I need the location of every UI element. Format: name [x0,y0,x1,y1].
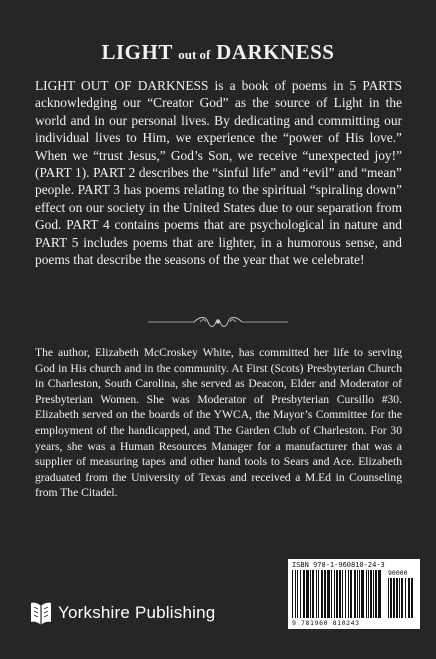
barcode-bar [324,570,326,618]
open-book-logo-icon [30,600,52,626]
barcode-bar [348,570,349,618]
barcode-bar [373,570,374,618]
addon-bar [408,578,410,618]
barcode-bar [331,570,332,618]
title-light: LIGHT [101,40,173,64]
barcode-bar [378,570,381,618]
barcode-bar [316,570,317,618]
barcode-bar [345,570,346,618]
barcode-bar [339,570,341,618]
barcode-bar [321,570,323,618]
barcode-bar [366,570,367,618]
barcode-bar [292,570,293,618]
barcode-bar [310,570,311,618]
addon-barcode-bars [388,578,416,618]
addon-bar [390,578,392,618]
barcode-bar [350,570,352,618]
barcode-bar [318,570,319,618]
addon-bar [405,578,406,618]
isbn-number: ISBN 978-1-960810-24-3 [292,561,385,569]
publisher-name: Yorkshire Publishing [58,603,216,622]
barcode-bar [336,570,338,618]
barcode-bar [375,570,377,618]
barcode-bar [297,570,298,618]
barcode-bar [334,570,335,618]
addon-bar [401,578,403,618]
barcode-bar [357,570,358,618]
barcode-bar [368,570,369,618]
barcode-bar [303,570,305,618]
barcode-bar [300,570,301,618]
addon-bar [399,578,400,618]
addon-bar [411,578,413,618]
addon-bar [388,578,389,618]
barcode-digits: 9 781960 810243 [292,619,360,627]
book-title [0,40,436,67]
barcode-bar [361,570,364,618]
barcode-bar [354,570,356,618]
barcode-bar [312,570,314,618]
barcode-bar [342,570,343,618]
flourish-divider-icon [148,316,288,328]
title-darkness: DARKNESS [216,40,335,64]
addon-bar [396,578,398,618]
addon-bar [393,578,395,618]
barcode-bar [306,570,309,618]
barcode-bar [370,570,372,618]
book-description: LIGHT OUT OF DARKNESS is a book of poems in 5 PARTS acknowledging our “Creator God” as the source of Light in the world and in our personal lives. By dedicating and committing our individual lives to Him, we experience the “power of His love.” When we “trust Jesus,” God’s Son, we receive “unexpected joy!” (PART 1). PART 2 describes the “sinful life” and “evil” and “mean” people. PART 3 has poems relating to the spiritual “spiraling down” effect on our society in the United States due to our separation from God. PART 4 contains poems that are psychological in nature and PART 5 includes poems that are lighter, in a humorous sense, and poems that describe the seasons of the year that we celebrate! [35,78,402,268]
barcode-bar [295,570,296,618]
publisher-logo [30,598,215,628]
isbn-barcode [288,559,420,629]
title-out-of: out of [178,47,211,62]
price-code: 90000 [388,569,408,577]
barcode-bar [327,570,330,618]
barcode-bars [292,570,384,618]
barcode-bar [359,570,360,618]
author-bio: The author, Elizabeth McCroskey White, has committed her life to serving God in His church and in the community. At First (Scots) Presbyterian Church in Charleston, South Carolina, she served as Deacon, Elder and Moderator of Presbyterian Women. She was Moderator of Presbyterian Cursillo #30. Elizabeth served on the boards of the YWCA, the Mayor’s Committee for the employment of the handicapped, and The Garden Club of Charleston. For 30 years, she was a Human Resources Manager for a manufacturer that was a supplier of measuring tapes and other hand tools to Sears and Ace. Elizabeth graduated from the University of Texas and received a M.Ed in Counseling from The Citadel. [35,346,402,500]
